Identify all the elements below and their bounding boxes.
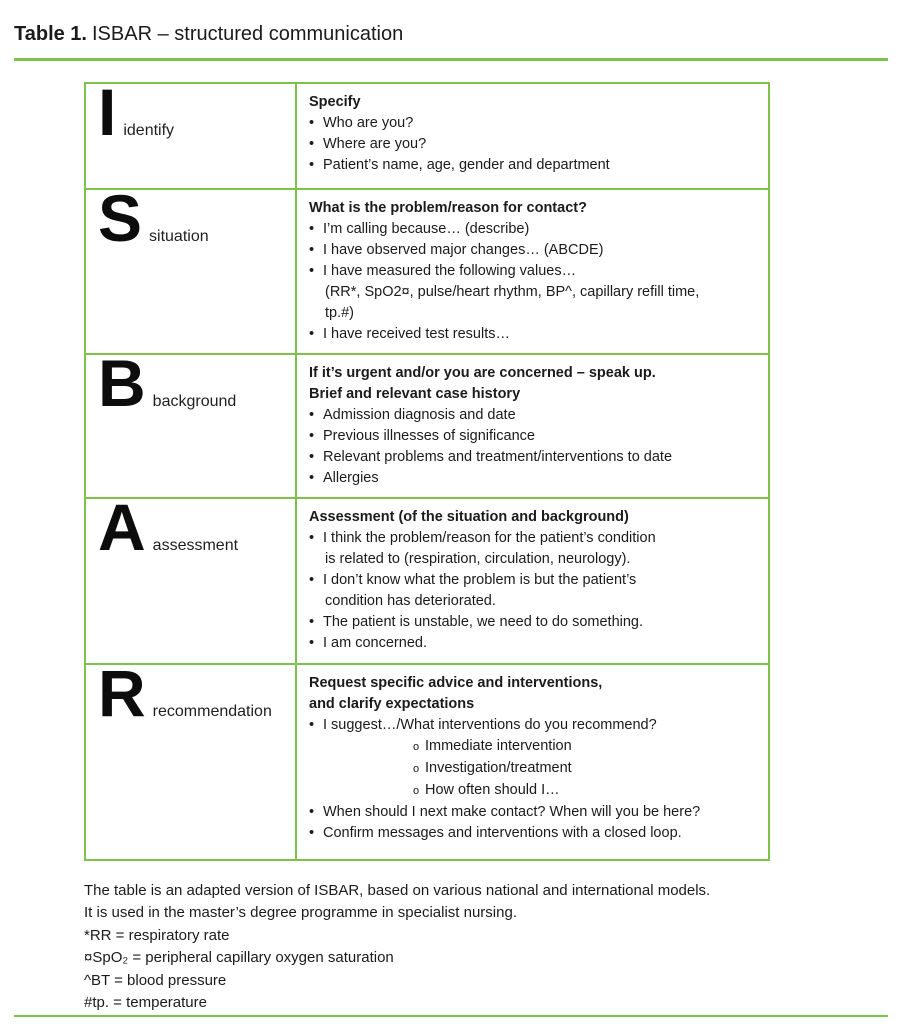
line-sub	[309, 758, 758, 780]
line-text: Confirm messages and interventions with a closed loop.	[323, 824, 682, 841]
sub-bullet-marker: o	[413, 784, 420, 797]
isbar-table	[84, 74, 770, 861]
top-rule	[14, 58, 888, 61]
line-bullet	[309, 570, 758, 591]
line-heading: Brief and relevant case history	[309, 385, 521, 402]
line-bullet	[309, 633, 758, 654]
line-sub	[309, 736, 758, 758]
row-term: background	[152, 392, 237, 410]
line-cont: condition has deteriorated.	[325, 592, 496, 609]
line-bullet	[309, 802, 758, 823]
line-text: I’m calling because… (describe)	[323, 220, 530, 237]
footnote-line: ¤SpO₂ = peripheral capillary oxygen saturation	[84, 949, 394, 966]
line-text: Previous illnesses of significance	[323, 427, 535, 444]
row-letter: S	[98, 180, 143, 255]
content-cell	[296, 189, 769, 354]
line-text: When should I next make contact? When will you be here?	[323, 803, 701, 820]
line-text: Admission diagnosis and date	[323, 406, 516, 423]
letter-wrap	[98, 180, 295, 255]
table-row	[85, 83, 769, 189]
letter-wrap	[98, 655, 295, 730]
line-text: Relevant problems and treatment/interventions to date	[323, 448, 673, 465]
line-text: Where are you?	[323, 135, 427, 152]
row-term: situation	[149, 227, 209, 245]
line-heading: If it’s urgent and/or you are concerned – speak up.	[309, 364, 656, 381]
line-text: Who are you?	[323, 114, 414, 131]
caption-label: Table 1.	[14, 23, 87, 45]
line-heading: and clarify expectations	[309, 695, 475, 712]
row-letter: B	[98, 345, 146, 420]
caption-title: ISBAR – structured communication	[92, 23, 404, 45]
line-text: Allergies	[323, 469, 379, 486]
bullet-marker: •	[309, 135, 315, 152]
footnote-line: ^BT = blood pressure	[84, 971, 227, 989]
footnotes	[84, 880, 902, 1015]
bullet-marker: •	[309, 634, 315, 651]
line-text: I have measured the following values…	[323, 262, 577, 279]
line-bullet	[309, 240, 758, 261]
table-caption	[0, 0, 902, 46]
row-term: assessment	[152, 536, 239, 554]
line-text: Immediate intervention	[425, 737, 572, 754]
line-text: I have observed major changes… (ABCDE)	[323, 241, 604, 258]
bullet-marker: •	[309, 469, 315, 486]
line-bullet	[309, 405, 758, 426]
line-bullet	[309, 612, 758, 633]
letter-cell	[85, 655, 296, 860]
letter-wrap	[98, 74, 295, 149]
content-cell	[296, 354, 769, 498]
line-text: How often should I…	[425, 781, 560, 798]
line-text: I suggest…/What interventions do you recommend?	[323, 716, 657, 733]
bullet-marker: •	[309, 156, 315, 173]
line-text: I am concerned.	[323, 634, 427, 651]
bullet-marker: •	[309, 406, 315, 423]
bullet-marker: •	[309, 824, 315, 841]
bullet-marker: •	[309, 448, 315, 465]
line-bullet	[309, 823, 758, 844]
letter-cell	[85, 74, 296, 189]
bullet-marker: •	[309, 325, 315, 342]
line-heading: What is the problem/reason for contact?	[309, 199, 587, 216]
line-cont: (RR*, SpO2¤, pulse/heart rhythm, BP^, capillary refill time,	[325, 283, 700, 300]
line-text: I have received test results…	[323, 325, 510, 342]
line-bullet	[309, 261, 758, 282]
line-heading: Request specific advice and interventions,	[309, 674, 603, 691]
bullet-marker: •	[309, 529, 315, 546]
bullet-marker: •	[309, 716, 315, 733]
letter-wrap	[98, 489, 295, 564]
row-letter: I	[98, 74, 117, 149]
line-bullet	[309, 447, 758, 468]
bullet-marker: •	[309, 571, 315, 588]
bullet-marker: •	[309, 427, 315, 444]
line-sub	[309, 780, 758, 802]
row-term: identify	[123, 121, 175, 139]
letter-wrap	[98, 345, 295, 420]
line-bullet	[309, 324, 758, 345]
footnote-line: It is used in the master’s degree programme in specialist nursing.	[84, 904, 517, 921]
bullet-marker: •	[309, 241, 315, 258]
content-cell	[296, 664, 769, 860]
content-cell	[296, 83, 769, 189]
row-letter: R	[98, 655, 146, 730]
footnote-line: *RR = respiratory rate	[84, 926, 230, 944]
bullet-marker: •	[309, 220, 315, 237]
bullet-marker: •	[309, 613, 315, 630]
bullet-marker: •	[309, 262, 315, 279]
table-row	[85, 498, 769, 664]
line-text: I think the problem/reason for the patient’s condition	[323, 529, 656, 546]
line-text: Patient’s name, age, gender and department	[323, 156, 610, 173]
footnote-line: The table is an adapted version of ISBAR, based on various national and international models.	[84, 881, 711, 899]
line-text: The patient is unstable, we need to do something.	[323, 613, 644, 630]
footnote-line: #tp. = temperature	[84, 994, 207, 1011]
sub-bullet-marker: o	[413, 762, 420, 775]
bottom-rule	[14, 1015, 888, 1017]
line-bullet	[309, 113, 758, 134]
line-heading: Specify	[309, 93, 361, 110]
table-row	[85, 354, 769, 498]
content-cell	[296, 498, 769, 664]
table-row	[85, 664, 769, 860]
isbar-table-body	[85, 74, 769, 860]
line-text: I don’t know what the problem is but the patient’s	[323, 571, 637, 588]
line-bullet	[309, 468, 758, 489]
line-text: Investigation/treatment	[425, 759, 572, 776]
bullet-marker: •	[309, 114, 315, 131]
letter-cell	[85, 489, 296, 664]
letter-cell	[85, 345, 296, 498]
sub-bullet-marker: o	[413, 740, 420, 753]
line-bullet	[309, 715, 758, 736]
line-bullet	[309, 134, 758, 155]
bullet-marker: •	[309, 803, 315, 820]
line-cont: tp.#)	[325, 304, 355, 321]
line-heading: Assessment (of the situation and background)	[309, 508, 629, 525]
line-bullet	[309, 426, 758, 447]
line-cont: is related to (respiration, circulation, neurology).	[325, 550, 631, 567]
line-bullet	[309, 155, 758, 176]
table-row	[85, 189, 769, 354]
letter-cell	[85, 180, 296, 354]
row-letter: A	[98, 489, 146, 564]
line-bullet	[309, 219, 758, 240]
row-term: recommendation	[152, 702, 272, 720]
line-bullet	[309, 528, 758, 549]
